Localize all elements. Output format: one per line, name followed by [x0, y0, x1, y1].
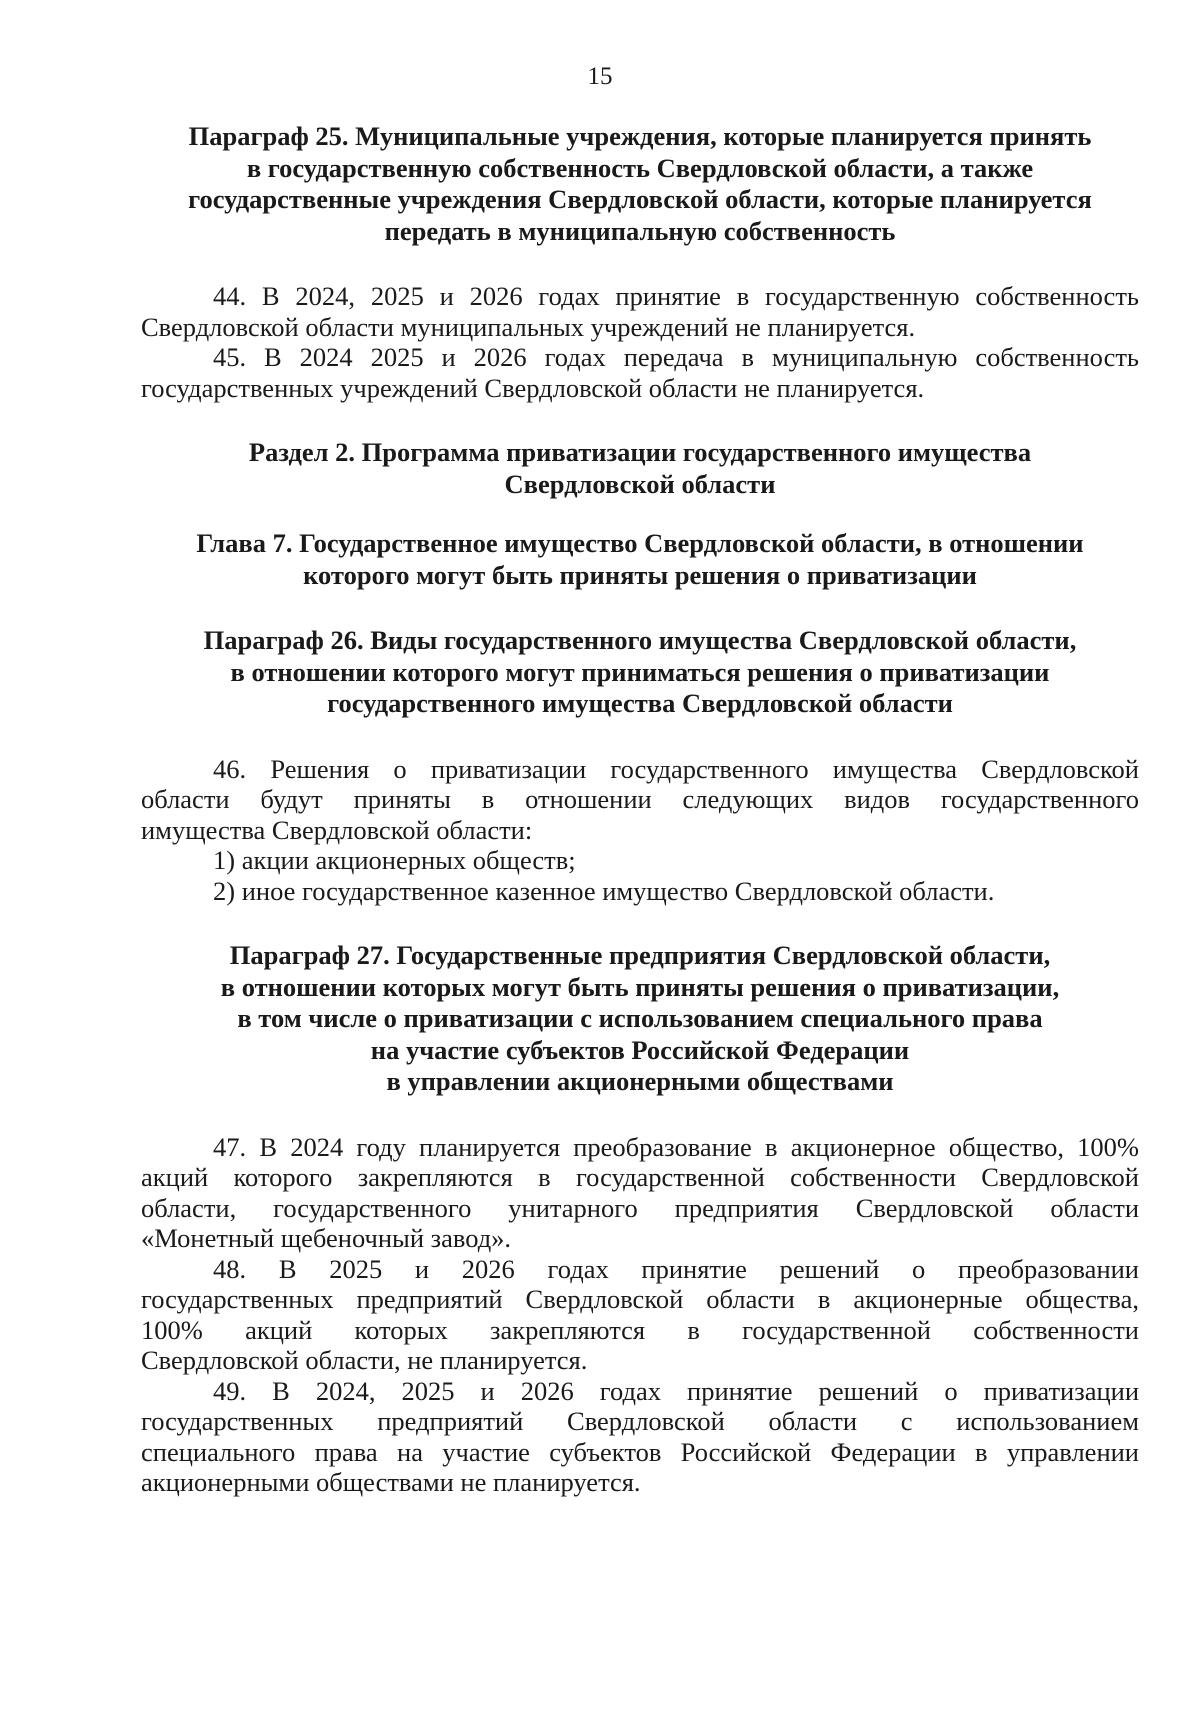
page-number: 15 — [587, 63, 613, 90]
heading-line: Свердловской области — [504, 468, 776, 499]
text-line: области будут приняты в отношении следующих видов государственного — [141, 784, 1139, 814]
paragraph-26-heading — [141, 625, 1139, 720]
text-line: государственных предприятий Свердловской области с использованием — [141, 1406, 1139, 1436]
text-line: имущества Свердловской области: — [141, 814, 533, 845]
heading-line: государственные учреждения Свердловской области, которые планируется — [188, 184, 1092, 214]
paragraph-25-heading — [141, 121, 1139, 247]
paragraph-27-heading — [141, 940, 1139, 1098]
text-line: Свердловской области муниципальных учреждений не планируется. — [141, 311, 916, 342]
section-2-heading — [141, 437, 1139, 500]
item-48 — [141, 1254, 1139, 1376]
text-line: области, государственного унитарного предприятия Свердловской области — [141, 1192, 1139, 1223]
heading-line: в управлении акционерными обществами — [386, 1066, 894, 1096]
heading-line: в отношении которых могут быть приняты решения о приватизации, — [220, 971, 1060, 1002]
item-46 — [141, 754, 1139, 846]
text-line: 45. В 2024 2025 и 2026 годах передача в муниципальную собственность — [213, 342, 1139, 372]
text-line: Свердловской области, не планируется. — [141, 1345, 588, 1375]
heading-line: Параграф 27. Государственные предприятия Свердловской области, — [229, 940, 1051, 970]
heading-line: государственного имущества Свердловской области — [327, 688, 953, 718]
heading-line: Параграф 26. Виды государственного имущества Свердловской области, — [203, 625, 1077, 655]
text-line: 46. Решения о приватизации государственного имущества Свердловской — [213, 753, 1139, 784]
text-line: 47. В 2024 году планируется преобразование в акционерное общество, 100% — [213, 1131, 1139, 1162]
text-line: государственных учреждений Свердловской области не планируется. — [141, 372, 925, 403]
heading-line: которого могут быть приняты решения о приватизации — [303, 559, 977, 590]
item-44 — [141, 281, 1139, 342]
heading-line: Глава 7. Государственное имущество Свердловской области, в отношении — [196, 528, 1084, 558]
text-line: 48. В 2025 и 2026 годах принятие решений о преобразовании — [213, 1253, 1139, 1284]
chapter-7-heading — [141, 528, 1139, 591]
heading-line: Раздел 2. Программа приватизации государственного имущества — [248, 437, 1032, 467]
text-line: 49. В 2024, 2025 и 2026 годах принятие решений о приватизации — [213, 1375, 1139, 1406]
list-item: 1) акции акционерных обществ; — [213, 845, 576, 875]
item-47 — [141, 1132, 1139, 1254]
text-line: государственных предприятий Свердловской области в акционерные общества, — [141, 1284, 1139, 1314]
list-item: 2) иное государственное казенное имущество Свердловской области. — [213, 875, 995, 906]
heading-line: в государственную собственность Свердловской области, а также — [246, 152, 1034, 183]
text-line: специального права на участие субъектов Российской Федерации в управлении — [141, 1436, 1139, 1467]
item-49 — [141, 1376, 1139, 1498]
heading-line: Параграф 25. Муниципальные учреждения, которые планируется принять — [188, 121, 1092, 151]
heading-line: в том числе о приватизации с использованием специального права — [237, 1003, 1043, 1033]
document-body — [141, 121, 1139, 1498]
item-45 — [141, 342, 1139, 403]
text-line: «Монетный щебеночный завод». — [141, 1223, 512, 1253]
heading-line: в отношении которого могут приниматься решения о приватизации — [230, 656, 1050, 687]
heading-line: передать в муниципальную собственность — [384, 215, 896, 246]
text-line: 100% акций которых закрепляются в государственной собственности — [141, 1314, 1139, 1345]
text-line: акций которого закрепляются в государственной собственности Свердловской — [141, 1162, 1139, 1192]
text-line: 44. В 2024, 2025 и 2026 годах принятие в государственную собственность — [213, 281, 1139, 311]
text-line: акционерными обществами не планируется. — [141, 1467, 641, 1497]
heading-line: на участие субъектов Российской Федерации — [370, 1034, 910, 1065]
